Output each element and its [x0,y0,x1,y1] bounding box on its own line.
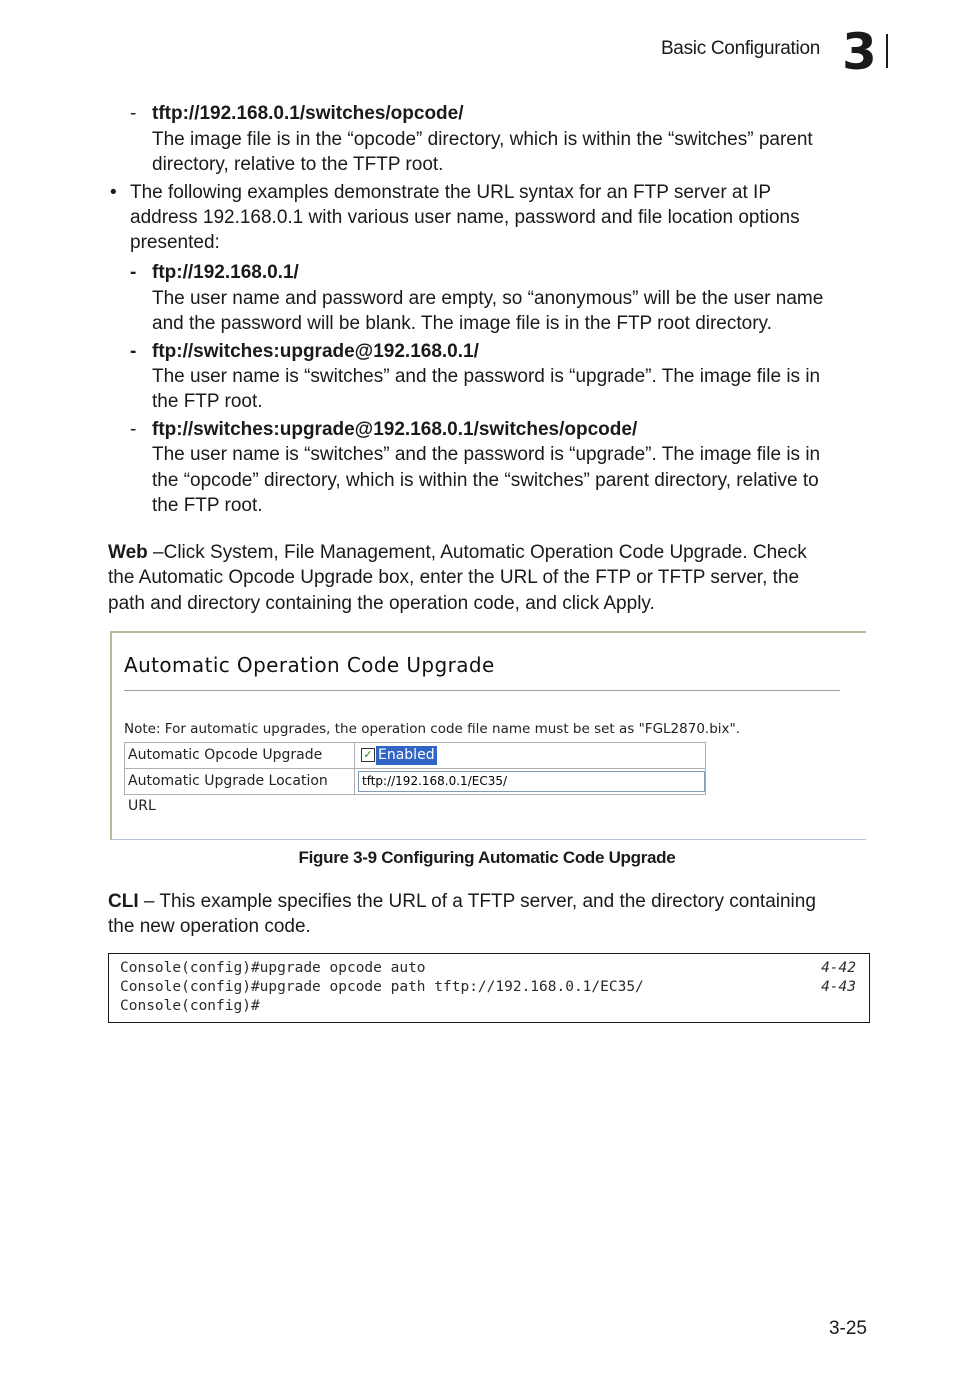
cli-paragraph-line: the new operation code. [108,916,311,937]
code-block [108,953,870,1023]
ftp-desc-line: the FTP root. [152,391,263,412]
web-text: –Click System, File Management, Automatic Operation Code Upgrade. Check [147,542,807,563]
ftp-desc-line: the FTP root. [152,495,263,516]
chapter-number: 3 [842,23,875,81]
chapter-divider [886,34,888,68]
bullet-line: presented: [130,232,220,253]
tftp-url: tftp://192.168.0.1/switches/opcode/ [152,103,464,124]
enabled-label[interactable]: Enabled [378,747,435,763]
dash-marker: - [130,419,137,440]
auto-upgrade-checkbox[interactable]: ✓ [361,748,375,762]
cli-paragraph-line [108,889,816,914]
web-label: Web [108,542,148,563]
code-ref: 4-43 [821,979,856,995]
web-paragraph-line [108,540,807,565]
opcode-upgrade-label: Automatic Opcode Upgrade [125,743,355,768]
table-row [125,769,705,814]
ftp-desc-line: The user name and password are empty, so “anonymous” will be the user name [152,288,824,309]
dash-marker: - [130,103,137,124]
ftp-url: ftp://192.168.0.1/ [152,262,299,283]
page-number: 3-25 [828,1318,867,1339]
code-line: Console(config)#upgrade opcode path tftp://192.168.0.1/EC35/ [120,979,644,995]
ftp-desc-line: The user name is “switches” and the password is “upgrade”. The image file is in [152,366,821,387]
ftp-url: ftp://switches:upgrade@192.168.0.1/switches/opcode/ [152,419,638,440]
location-url-label: Automatic Upgrade Location URL [125,769,355,794]
code-ref: 4-42 [821,960,856,976]
bullet-line: address 192.168.0.1 with various user name, password and file location options [130,207,800,228]
ftp-desc-line: The user name is “switches” and the password is “upgrade”. The image file is in [152,444,821,465]
ftp-url: ftp://switches:upgrade@192.168.0.1/ [152,341,479,362]
ftp-desc-line: and the password will be blank. The image file is in the FTP root directory. [152,313,772,334]
figure-screenshot [110,631,866,840]
figure-caption: Figure 3-9 Configuring Automatic Code Upgrade [298,848,676,867]
upgrade-note: Note: For automatic upgrades, the operation code file name must be set as "FGL2870.bix". [124,721,741,737]
code-line: Console(config)# [120,998,260,1014]
section-title: Basic Configuration [660,38,820,59]
cli-text: – This example specifies the URL of a TFTP server, and the directory containing [138,891,816,912]
tftp-desc-line: The image file is in the “opcode” directory, which is within the “switches” parent [152,129,813,150]
dash-marker: - [130,341,137,362]
tftp-desc-line: directory, relative to the TFTP root. [152,154,444,175]
table-row [125,743,705,769]
web-paragraph-line: path and directory containing the operation code, and click Apply. [108,593,655,614]
panel-title: Automatic Operation Code Upgrade [124,653,495,677]
dash-marker: - [130,262,137,283]
web-paragraph-line: the Automatic Opcode Upgrade box, enter the URL of the FTP or TFTP server, the [108,567,800,588]
code-line: Console(config)#upgrade opcode auto [120,960,426,976]
settings-table [124,742,706,814]
cli-label: CLI [108,891,139,912]
title-divider [124,690,840,691]
bullet-line: The following examples demonstrate the URL syntax for an FTP server at IP [130,182,772,203]
bullet-marker: • [110,182,117,203]
location-url-input[interactable]: tftp://192.168.0.1/EC35/ [358,771,705,792]
ftp-desc-line: the “opcode” directory, which is within the “switches” parent directory, relative to [152,470,819,491]
